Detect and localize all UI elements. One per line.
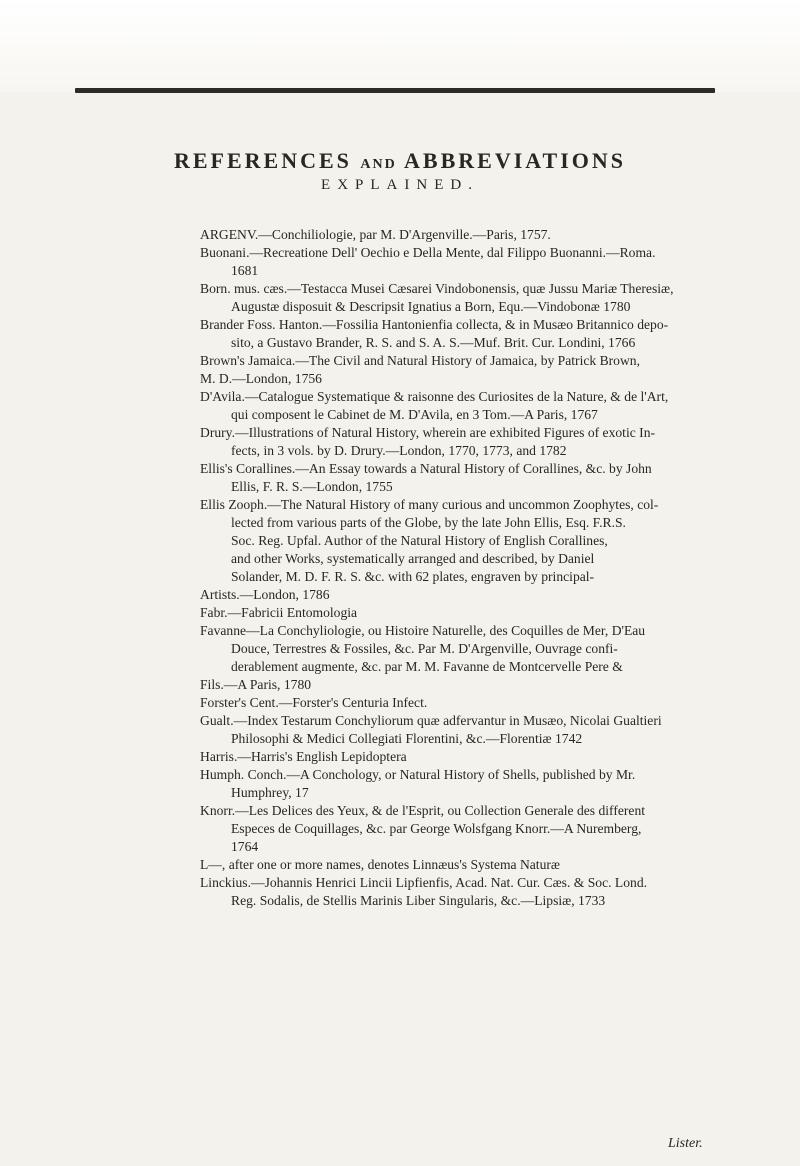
reference-line: Favanne—La Conchyliologie, ou Histoire Naturelle, des Coquilles de Mer, D'Eau: [200, 623, 646, 638]
reference-line: Especes de Coquillages, &c. par George Wolsfgang Knorr.—A Nuremberg,: [231, 821, 642, 836]
page-subtitle: EXPLAINED.: [321, 177, 479, 193]
reference-line: Soc. Reg. Upfal. Author of the Natural History of English Corallines,: [231, 533, 608, 548]
reference-line: sito, a Gustavo Brander, R. S. and S. A. S.—Muf. Brit. Cur. Londini, 1766: [231, 335, 636, 350]
reference-entry: [200, 388, 760, 460]
reference-line: Harris.—Harris's English Lepidoptera: [200, 749, 407, 764]
reference-entry: [200, 280, 760, 388]
reference-line: Fils.—A Paris, 1780: [200, 677, 312, 692]
reference-line: Humph. Conch.—A Conchology, or Natural History of Shells, published by Mr.: [200, 767, 636, 782]
reference-line: Buonani.—Recreatione Dell' Oechio e Della Mente, dal Filippo Buonanni.—Roma.: [200, 245, 656, 260]
reference-line: lected from various parts of the Globe, by the late John Ellis, Esq. F.R.S.: [231, 515, 626, 530]
reference-line: Ellis, F. R. S.—London, 1755: [231, 479, 393, 494]
catchword: Lister.: [668, 1136, 703, 1151]
reference-line: Linckius.—Johannis Henrici Lincii Lipfienfis, Acad. Nat. Cur. Cæs. & Soc. Lond.: [200, 875, 648, 890]
reference-entry: [200, 604, 760, 748]
reference-line: 1764: [231, 839, 259, 854]
reference-line: Fabr.—Fabricii Entomologia: [200, 605, 358, 620]
reference-entry: [200, 802, 760, 856]
reference-line: 1681: [231, 263, 259, 278]
reference-entry: [200, 226, 760, 244]
reference-entry: [200, 244, 760, 280]
reference-line: D'Avila.—Catalogue Systematique & raisonne des Curiosites de la Nature, & de l'Art,: [200, 389, 669, 404]
reference-line: M. D.—London, 1756: [200, 371, 322, 386]
reference-line: Born. mus. cæs.—Testacca Musei Cæsarei Vindobonensis, quæ Jussu Mariæ Theresiæ,: [200, 281, 674, 296]
reference-line: qui composent le Cabinet de M. D'Avila, en 3 Tom.—A Paris, 1767: [231, 407, 598, 422]
reference-list: [0, 226, 800, 910]
reference-line: Ellis's Corallines.—An Essay towards a Natural History of Corallines, &c. by John: [200, 461, 652, 476]
reference-entry: [200, 856, 760, 910]
reference-line: Gualt.—Index Testarum Conchyliorum quæ adfervantur in Musæo, Nicolai Gualtieri: [200, 713, 662, 728]
title-and: AND: [360, 157, 397, 172]
header-rule: [75, 88, 715, 93]
reference-line: Brown's Jamaica.—The Civil and Natural History of Jamaica, by Patrick Brown,: [200, 353, 640, 368]
reference-line: Augustæ disposuit & Descripsit Ignatius a Born, Equ.—Vindobonæ 1780: [231, 299, 631, 314]
reference-line: L—, after one or more names, denotes Linnæus's Systema Naturæ: [200, 857, 560, 872]
reference-line: Artists.—London, 1786: [200, 587, 330, 602]
reference-line: fects, in 3 vols. by D. Drury.—London, 1770, 1773, and 1782: [231, 443, 567, 458]
reference-line: Ellis Zooph.—The Natural History of many curious and uncommon Zoophytes, col-: [200, 497, 659, 512]
title-references: REFERENCES: [173, 148, 352, 173]
reference-line: and other Works, systematically arranged and described, by Daniel: [231, 551, 595, 566]
reference-line: ARGENV.—Conchiliologie, par M. D'Argenville.—Paris, 1757.: [200, 227, 551, 242]
reference-line: Humphrey, 17: [231, 785, 309, 800]
reference-line: Forster's Cent.—Forster's Centuria Infect.: [200, 695, 428, 710]
reference-line: Brander Foss. Hanton.—Fossilia Hantonienfia collecta, & in Musæo Britannico depo-: [200, 317, 669, 332]
reference-entry: [200, 748, 760, 802]
reference-line: Reg. Sodalis, de Stellis Marinis Liber Singularis, &c.—Lipsiæ, 1733: [231, 893, 606, 908]
page-title: [0, 148, 800, 174]
reference-line: Drury.—Illustrations of Natural History, wherein are exhibited Figures of exotic In-: [200, 425, 656, 440]
reference-line: Douce, Terrestres & Fossiles, &c. Par M. D'Argenville, Ouvrage confi-: [231, 641, 618, 656]
reference-line: Philosophi & Medici Collegiati Florentini, &c.—Florentiæ 1742: [231, 731, 583, 746]
reference-line: Knorr.—Les Delices des Yeux, & de l'Esprit, ou Collection Generale des different: [200, 803, 646, 818]
reference-entry: [200, 460, 760, 604]
reference-line: Solander, M. D. F. R. S. &c. with 62 plates, engraven by principal-: [231, 569, 595, 584]
page-top-margin: [0, 0, 800, 92]
reference-line: derablement augmente, &c. par M. M. Favanne de Montcervelle Pere &: [231, 659, 623, 674]
title-abbreviations: ABBREVIATIONS: [404, 148, 627, 173]
